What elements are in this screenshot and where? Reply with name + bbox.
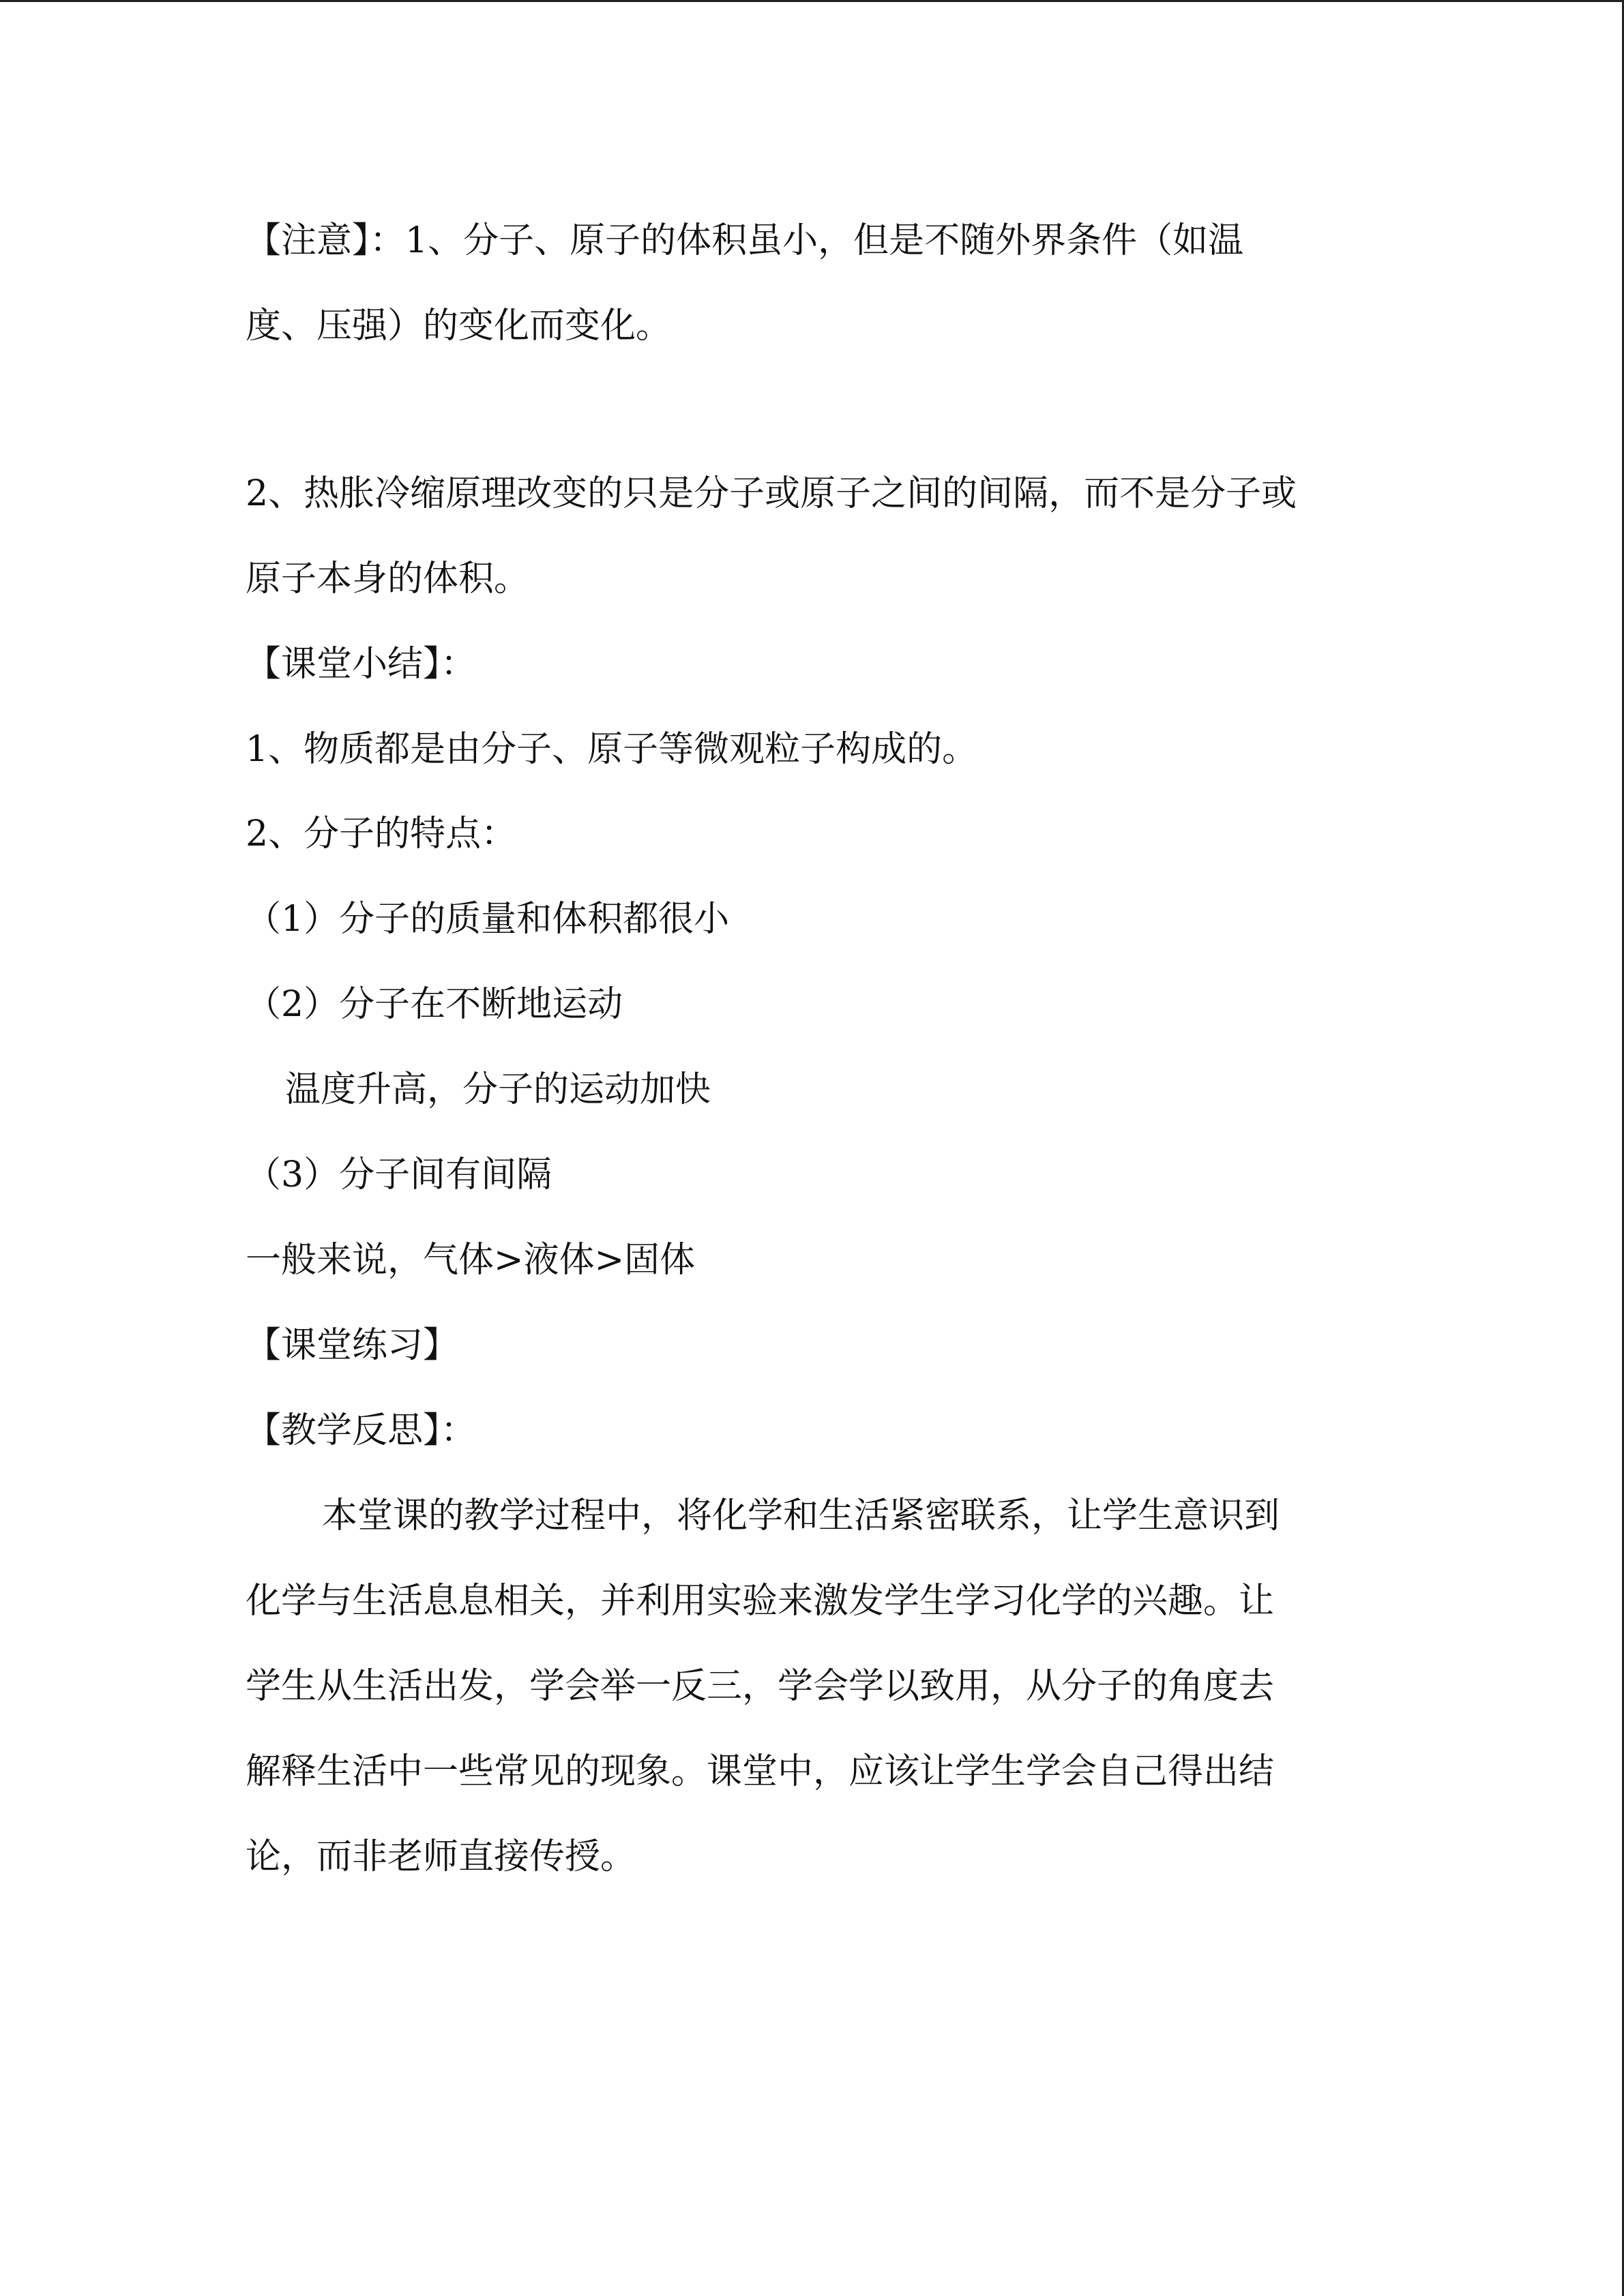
- note-line-1: 【注意】：1、分子、原子的体积虽小，但是不随外界条件（如温: [246, 220, 1244, 261]
- feature-1: （1）分子的质量和体积都很小: [246, 899, 730, 940]
- summary-heading: 【课堂小结】：: [246, 644, 477, 685]
- reflection-line: 学生从生活出发，学会举一反三，学会学以致用，从分子的角度去: [246, 1666, 1275, 1707]
- reflection-line: 论，而非老师直接传授。: [246, 1836, 636, 1877]
- summary-item-1: 1、物质都是由分子、原子等微观粒子构成的。: [246, 729, 978, 770]
- feature-2: （2）分子在不断地运动: [246, 984, 623, 1025]
- feature-2-note: 温度升高，分子的运动加快: [285, 1069, 711, 1110]
- note-line-2: 度、压强）的变化而变化。: [246, 305, 672, 346]
- note2-line-2: 原子本身的体积。: [246, 558, 530, 599]
- reflection-line: 本堂课的教学过程中，将化学和生活紧密联系，让学生意识到: [322, 1495, 1280, 1536]
- practice-heading: 【课堂练习】: [246, 1325, 459, 1366]
- reflection-line: 化学与生活息息相关，并利用实验来激发学生学习化学的兴趣。让: [246, 1581, 1275, 1622]
- page-border-top: [0, 0, 1624, 2]
- feature-3-note: 一般来说，气体>液体>固体: [246, 1240, 696, 1281]
- reflection-heading: 【教学反思】：: [246, 1410, 477, 1451]
- summary-item-2: 2、分子的特点：: [246, 814, 517, 854]
- note2-line-1: 2、热胀冷缩原理改变的只是分子或原子之间的间隔，而不是分子或: [246, 473, 1297, 514]
- reflection-line: 解释生活中一些常见的现象。课堂中，应该让学生学会自己得出结: [246, 1751, 1275, 1792]
- feature-3: （3）分子间有间隔: [246, 1154, 552, 1195]
